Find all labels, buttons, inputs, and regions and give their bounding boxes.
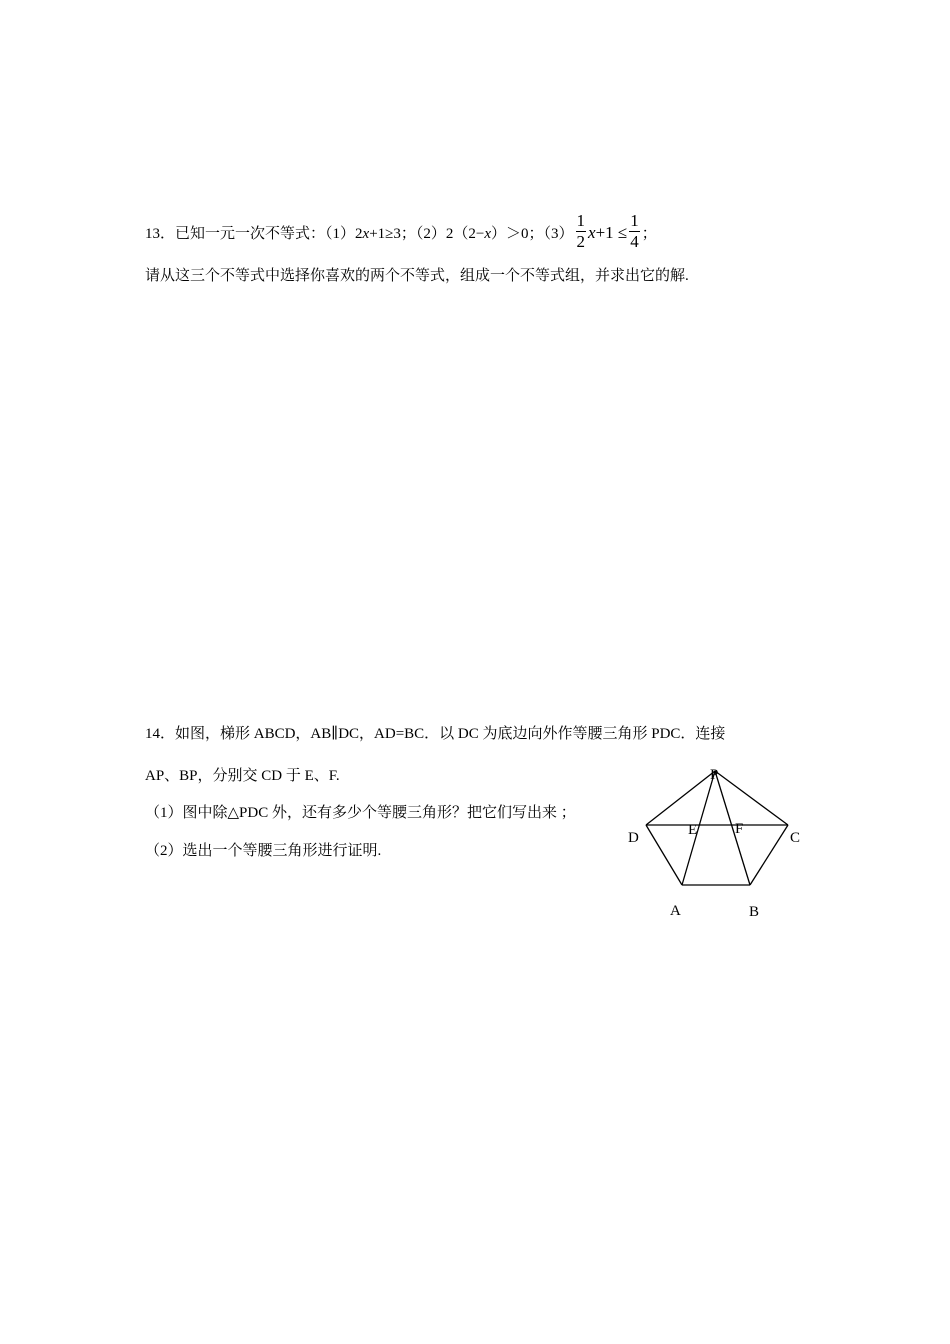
question-14-statement-line1: 14．如图，梯形 ABCD，AB∥DC，AD=BC．以 DC 为底边向外作等腰三角形 PDC．连接 [145,726,726,742]
label-P: P [710,767,719,783]
segment-BC [750,825,788,885]
q13-part3: ）＞0；（3） [491,225,574,242]
geometry-figure [600,760,820,930]
fraction-one-half: $\frac{1}{2}$ [576,211,586,251]
question-13-statement [145,211,657,255]
q13-prefix: 13．已知一元一次不等式：（1）2 [145,225,363,242]
question-13-instruction: 请从这三个不等式中选择你喜欢的两个不等式，组成一个不等式组，并求出它的解. [145,268,689,284]
segment-AD [646,825,682,885]
q13-expr-mid: +1 ≤ [595,222,628,242]
label-F: F [735,821,744,837]
segment-PD [646,771,715,825]
q13-var-x-3: x [588,222,596,242]
label-E: E [688,822,698,838]
segment-PC [715,771,788,825]
question-14-part2: （2）选出一个等腰三角形进行证明. [145,843,382,859]
segment-BP [715,771,750,885]
question-14-statement-line2: AP、BP，分别交 CD 于 E、F. [145,768,340,784]
label-D: D [628,830,639,846]
question-14-part1: （1）图中除△PDC 外，还有多少个等腰三角形？把它们写出来 ； [145,805,576,821]
fraction-one-quarter: $\frac{1}{4}$ [630,211,639,251]
segment-AP [682,771,715,885]
q13-var-x-2: x [484,225,492,242]
q13-var-x: x [362,225,370,242]
q13-end: ； [641,225,657,242]
label-A: A [670,903,681,919]
q13-part2: +1≥3；（2）2（2− [369,225,485,242]
label-C: C [790,830,801,846]
label-B: B [749,904,760,920]
